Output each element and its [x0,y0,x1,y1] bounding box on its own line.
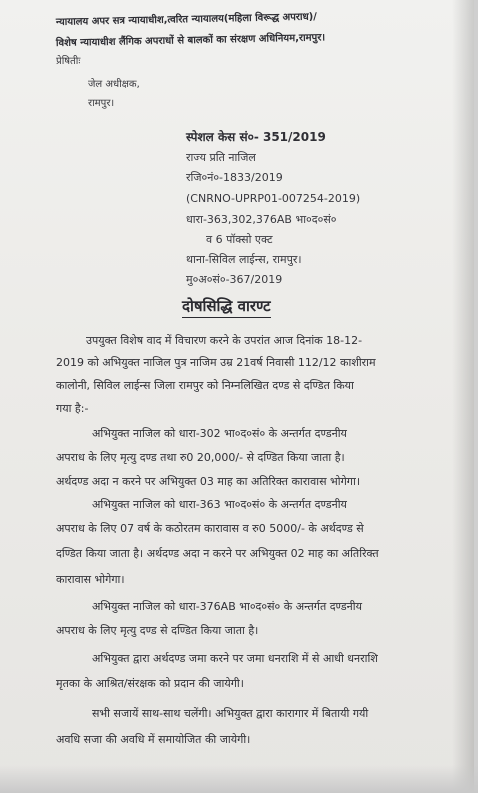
document-title: दोषसिद्धि वारण्ट [182,296,271,318]
sent-to-label: प्रेषितीः [56,56,81,67]
body-line: अर्थदण्ड अदा न करने पर अभियुक्त 03 माह का अतिरिक्त कारावास भोगेगा। [56,475,361,488]
body-line: अभियुक्त नाजिल को धारा-376AB भा०द०सं० के अन्तर्गत दण्डनीय [92,600,363,613]
court-header-line-1: न्यायालय अपर सत्र न्यायाधीश,त्वरित न्यायालय(महिला विरूद्ध अपराध)/ [55,11,318,28]
body-line: उपयुक्त विशेष वाद में विचारण करने के उपरांत आज दिनांक 18-12- [86,334,363,347]
body-line: अपराध के लिए 07 वर्ष के कठोरतम कारावास व रु0 5000/- के अर्थदण्ड से [56,522,364,535]
recipient-city: रामपुर। [88,98,115,109]
body-line: अपराध के लिए मृत्यु दण्ड से दण्डित किया जाता है। [56,624,259,637]
court-header-line-2: विशेष न्यायाधीश लैंगिक अपराधों से बालकों का संरक्षण अधिनियम,रामपुर। [55,32,326,49]
cnr-number: (CNRNO-UPRP01-007254-2019) [186,192,361,205]
police-station: थाना-सिविल लाईन्स, रामपुर। [186,253,302,266]
body-line: अभियुक्त द्वारा अर्थदण्ड जमा करने पर जमा धनराशि में से आधी धनराशि [92,652,378,665]
recipient-jail: जेल अधीक्षक, [88,79,140,90]
body-line: कारावास भोगेगा। [56,573,125,586]
sections-line-2: व 6 पॉक्सो एक्ट [206,233,273,246]
registration-number: रजि०नं०-1833/2019 [186,171,283,184]
body-line: गया है:- [56,402,89,415]
body-line: अपराध के लिए मृत्यु दण्ड तथा रु0 20,000/- से दण्डित किया जाता है। [56,451,345,464]
sections-line-1: धारा-363,302,376AB भा०द०सं० [186,213,337,226]
page-edge-shadow [452,0,474,793]
body-line: सभी सजायें साथ-साथ चलेंगी। अभियुक्त द्वारा कारागार में बितायी गयी [92,707,369,720]
body-line: अभियुक्त नाजिल को धारा-302 भा०द०सं० के अन्तर्गत दण्डनीय [92,427,347,440]
background-band [0,765,478,793]
body-line: दण्डित किया जाता है। अर्थदण्ड अदा न करने पर अभियुक्त 02 माह का अतिरिक्त [56,547,379,560]
body-line: 2019 को अभियुक्त नाजिल पुत्र नाजिम उम्र 21वर्ष निवासी 112/12 काशीराम [56,356,376,369]
special-case-number: स्पेशल केस सं०- 351/2019 [186,130,326,144]
fir-number: मु०अ०सं०-367/2019 [186,273,283,286]
case-parties: राज्य प्रति नाजिल [186,151,256,164]
body-line: कालोनी, सिविल लाईन्स जिला रामपुर को निम्नलिखित दण्ड से दण्डित किया [56,379,354,392]
body-line: अवधि सजा की अवधि में समायोजित की जायेगी। [56,733,251,746]
body-line: अभियुक्त नाजिल को धारा-363 भा०द०सं० के अन्तर्गत दण्डनीय [92,498,347,511]
body-line: मृतका के आश्रित/संरक्षक को प्रदान की जायेगी। [56,677,244,690]
